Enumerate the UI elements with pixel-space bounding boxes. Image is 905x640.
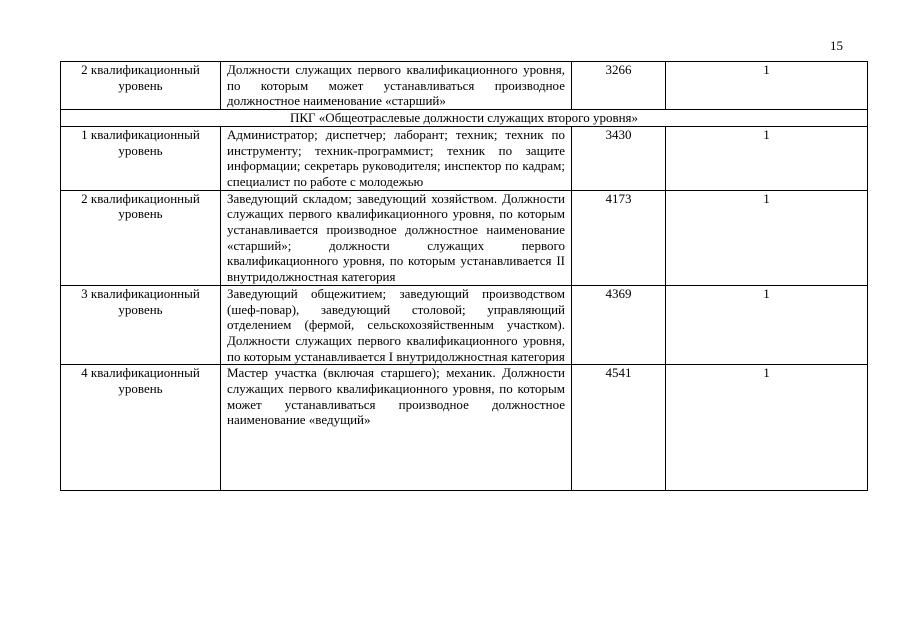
salary-cell: 4369 [572,285,666,365]
group-header-cell: ПКГ «Общеотраслевые должности служащих второго уровня» [61,110,868,127]
coefficient-cell: 1 [666,285,868,365]
page-number: 15 [830,38,843,53]
qualification-level-cell: 3 квалификационный уровень [61,285,221,365]
salary-cell: 4541 [572,365,666,491]
coefficient-cell: 1 [666,365,868,491]
table-row [61,365,868,491]
table-row [61,62,868,110]
table-row [61,285,868,365]
salary-cell: 3430 [572,126,666,190]
qualification-level-cell: 2 квалификационный уровень [61,190,221,285]
coefficient-cell: 1 [666,126,868,190]
positions-cell: Заведующий складом; заведующий хозяйством. Должности служащих первого квалификационного уровня, по которым устанавливается производное должностное наименование «старший»; должности служащих первого квалификационного уровня, по которым устанавливается II внутридолжностная категория [221,190,572,285]
positions-cell: Администратор; диспетчер; лаборант; техник; техник по инструменту; техник-программист; техник по защите информации; секретарь руководителя; инспектор по кадрам; специалист по работе с молодежью [221,126,572,190]
table-row [61,190,868,285]
positions-cell: Мастер участка (включая старшего); механик. Должности служащих первого квалификационного уровня, по которым может устанавливаться производное должностное наименование «ведущий» [221,365,572,491]
salary-table [60,61,868,491]
qualification-level-cell: 4 квалификационный уровень [61,365,221,491]
positions-cell: Заведующий общежитием; заведующий производством (шеф-повар), заведующий столовой; управляющий отделением (фермой, сельскохозяйственным участком). Должности служащих первого квалификационного уровня, по которым устанавливается I внутридолжностная категория [221,285,572,365]
positions-cell: Должности служащих первого квалификационного уровня, по которым может устанавливаться производное должностное наименование «старший» [221,62,572,110]
table-row [61,126,868,190]
coefficient-cell: 1 [666,62,868,110]
salary-cell: 3266 [572,62,666,110]
qualification-level-cell: 1 квалификационный уровень [61,126,221,190]
group-header-row [61,110,868,127]
coefficient-cell: 1 [666,190,868,285]
qualification-level-cell: 2 квалификационный уровень [61,62,221,110]
salary-cell: 4173 [572,190,666,285]
